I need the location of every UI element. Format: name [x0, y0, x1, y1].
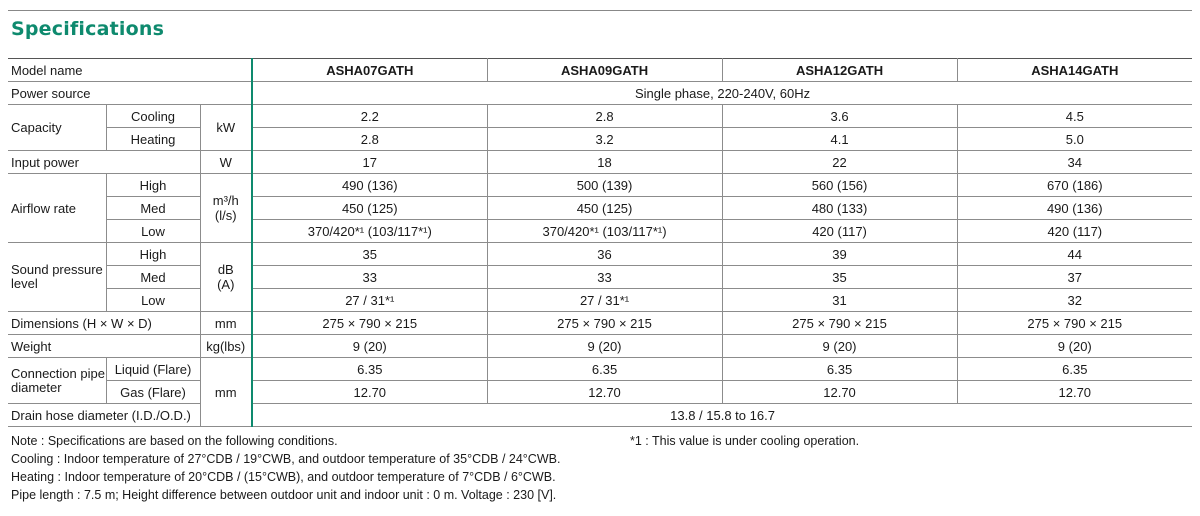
connection-unit: mm: [200, 358, 252, 427]
table-cell: 2.2: [252, 105, 487, 128]
model-header: ASHA14GATH: [957, 59, 1192, 82]
table-cell: 480 (133): [722, 197, 957, 220]
notes: [11, 432, 560, 504]
note-line: Cooling : Indoor temperature of 27°CDB / 19°CWB, and outdoor temperature of 35°CDB / 24°CWB.: [11, 452, 561, 466]
table-cell: 4.5: [957, 105, 1192, 128]
header-row: [8, 59, 1192, 82]
capacity-unit: kW: [200, 105, 252, 151]
table-cell: 9 (20): [252, 335, 487, 358]
table-cell: 370/420*¹ (103/117*¹): [252, 220, 487, 243]
table-cell: 9 (20): [722, 335, 957, 358]
capacity-row: [8, 105, 1192, 128]
table-cell: 6.35: [722, 358, 957, 381]
table-cell: 6.35: [252, 358, 487, 381]
table-cell: 18: [487, 151, 722, 174]
dimensions-unit: mm: [200, 312, 252, 335]
table-cell: 34: [957, 151, 1192, 174]
sound-row: [8, 289, 1192, 312]
table-cell: 450 (125): [252, 197, 487, 220]
sub-label: Gas (Flare): [106, 381, 200, 404]
table-cell: 22: [722, 151, 957, 174]
power-source-row: [8, 82, 1192, 105]
table-cell: 4.1: [722, 128, 957, 151]
table-cell: 3.6: [722, 105, 957, 128]
footnote: *1 : This value is under cooling operation.: [630, 434, 860, 448]
airflow-row: [8, 220, 1192, 243]
table-cell: 36: [487, 243, 722, 266]
power-source-value: Single phase, 220-240V, 60Hz: [252, 82, 1192, 105]
table-cell: 2.8: [487, 105, 722, 128]
sub-label: Heating: [106, 128, 200, 151]
sub-label: Liquid (Flare): [106, 358, 200, 381]
input-power-row: [8, 151, 1192, 174]
model-name-label: Model name: [8, 59, 252, 82]
table-cell: 3.2: [487, 128, 722, 151]
table-cell: 12.70: [957, 381, 1192, 404]
capacity-row: [8, 128, 1192, 151]
specifications-table: [8, 58, 1192, 427]
airflow-row: [8, 174, 1192, 197]
table-cell: 490 (136): [252, 174, 487, 197]
power-source-label: Power source: [8, 82, 252, 105]
page-title: Specifications: [11, 18, 165, 40]
note-line: Pipe length : 7.5 m; Height difference between outdoor unit and indoor unit : 0 m. Voltage : 230 [V].: [11, 488, 557, 502]
drain-label: Drain hose diameter (I.D./O.D.): [8, 404, 200, 427]
table-cell: 12.70: [487, 381, 722, 404]
capacity-label: Capacity: [8, 105, 106, 151]
table-cell: 9 (20): [487, 335, 722, 358]
table-cell: 500 (139): [487, 174, 722, 197]
sound-pressure-label: Sound pressure level: [8, 243, 106, 312]
drain-row: [8, 404, 1192, 427]
table-cell: 6.35: [487, 358, 722, 381]
table-cell: 275 × 790 × 215: [252, 312, 487, 335]
drain-value: 13.8 / 15.8 to 16.7: [252, 404, 1192, 427]
model-header: ASHA09GATH: [487, 59, 722, 82]
table-cell: 5.0: [957, 128, 1192, 151]
unit-line: m³/h: [212, 193, 239, 208]
unit-line: (l/s): [214, 208, 237, 223]
connection-row: [8, 358, 1192, 381]
table-cell: 450 (125): [487, 197, 722, 220]
model-header: ASHA12GATH: [722, 59, 957, 82]
table-cell: 44: [957, 243, 1192, 266]
dimensions-label: Dimensions (H × W × D): [8, 312, 200, 335]
table-cell: 32: [957, 289, 1192, 312]
table-cell: 420 (117): [722, 220, 957, 243]
table-cell: 31: [722, 289, 957, 312]
unit-line: (A): [217, 277, 235, 292]
sound-row: [8, 266, 1192, 289]
sound-row: [8, 243, 1192, 266]
airflow-label: Airflow rate: [8, 174, 106, 243]
table-cell: 17: [252, 151, 487, 174]
weight-label: Weight: [8, 335, 200, 358]
dimensions-row: [8, 312, 1192, 335]
table-cell: 6.35: [957, 358, 1192, 381]
input-power-unit: W: [200, 151, 252, 174]
table-cell: 27 / 31*¹: [487, 289, 722, 312]
table-cell: 420 (117): [957, 220, 1192, 243]
sound-unit: [200, 243, 252, 312]
table-cell: 490 (136): [957, 197, 1192, 220]
weight-row: [8, 335, 1192, 358]
note-line: Heating : Indoor temperature of 20°CDB / (15°CWB), and outdoor temperature of 7°CDB / 6°CWB.: [11, 470, 556, 484]
table-cell: 33: [252, 266, 487, 289]
table-cell: 275 × 790 × 215: [722, 312, 957, 335]
table-cell: 35: [722, 266, 957, 289]
table-cell: 275 × 790 × 215: [487, 312, 722, 335]
sub-label: Med: [106, 266, 200, 289]
table-cell: 35: [252, 243, 487, 266]
table-cell: 2.8: [252, 128, 487, 151]
table-cell: 670 (186): [957, 174, 1192, 197]
sub-label: Cooling: [106, 105, 200, 128]
model-header: ASHA07GATH: [252, 59, 487, 82]
connection-label: Connection pipe diameter: [8, 358, 106, 404]
airflow-unit: [200, 174, 252, 243]
input-power-label: Input power: [8, 151, 200, 174]
table-cell: 39: [722, 243, 957, 266]
table-cell: 370/420*¹ (103/117*¹): [487, 220, 722, 243]
airflow-row: [8, 197, 1192, 220]
sub-label: Med: [106, 197, 200, 220]
top-rule: [8, 10, 1192, 11]
sub-label: High: [106, 174, 200, 197]
table-cell: 275 × 790 × 215: [957, 312, 1192, 335]
sub-label: High: [106, 243, 200, 266]
sub-label: Low: [106, 220, 200, 243]
table-cell: 12.70: [722, 381, 957, 404]
weight-unit: kg(lbs): [200, 335, 252, 358]
connection-row: [8, 381, 1192, 404]
table-cell: 9 (20): [957, 335, 1192, 358]
table-cell: 27 / 31*¹: [252, 289, 487, 312]
unit-line: dB: [217, 262, 234, 277]
table-cell: 560 (156): [722, 174, 957, 197]
table-cell: 37: [957, 266, 1192, 289]
note-line: Note : Specifications are based on the following conditions.: [11, 434, 338, 448]
sub-label: Low: [106, 289, 200, 312]
table-cell: 12.70: [252, 381, 487, 404]
table-cell: 33: [487, 266, 722, 289]
